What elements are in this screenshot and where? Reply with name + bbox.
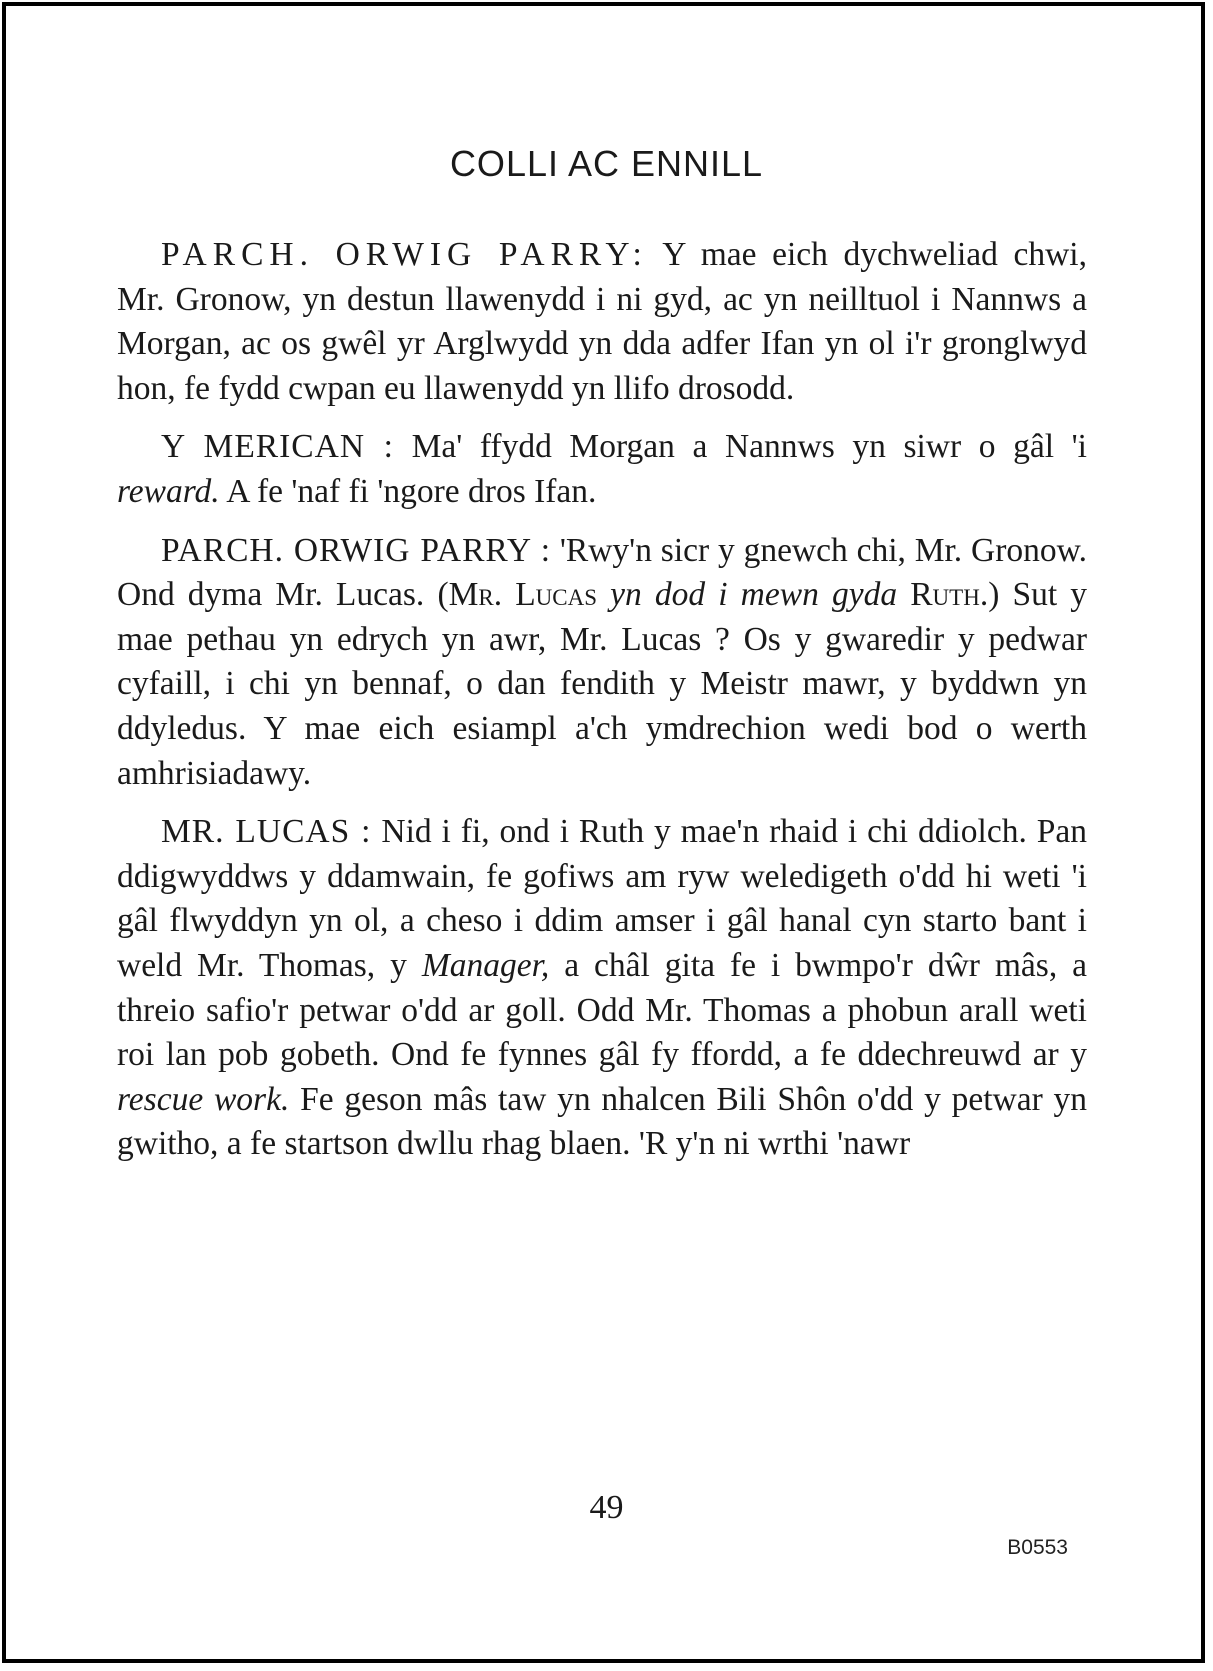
italic-term: Manager, <box>421 946 550 984</box>
dialogue-text: A fe 'naf fi 'ngore dros Ifan. <box>226 472 597 510</box>
paragraph-merican <box>117 425 1087 514</box>
catalog-code: B0553 <box>1007 1536 1068 1559</box>
dialogue-text: a châl gita fe i bwmpo'r dŵr mâs, a threio safio'r petwar o'dd ar goll. Odd Mr. Thomas a phobun arall weti roi lan pob gobeth. Ond fe fynnes gâl fy ffordd, a fe ddechreuwd ar y <box>117 946 1088 1074</box>
page-number: 49 <box>589 1489 624 1526</box>
speaker-name: Y MERICAN : <box>161 428 394 466</box>
dialogue-text: Nid i fi, ond i Ruth y mae'n rhaid i chi ddiolch. Pan ddigwyddws y ddamwain, fe gofiws am ryw weledigeth o'dd hi weti 'i gâl flwyddyn yn ol, a cheso i ddim amser i gâl hanal cyn starto bant i weld Mr. Thomas, y <box>117 813 1087 984</box>
body-text <box>117 233 1087 1181</box>
stage-paren-close: ) <box>988 576 1000 614</box>
dialogue-text: Ma' ffydd Morgan a Nannws yn siwr o gâl 'i <box>411 428 1087 466</box>
paragraph-mr-lucas <box>117 810 1087 1167</box>
dialogue-text: Y mae eich dychweliad chwi, Mr. Gronow, yn destun llawenydd i ni gyd, ac yn neilltuol i Nannws a Morgan, ac os gwêl yr Arglwydd yn dda adfer Ifan yn ol i'r gronglwyd hon, fe fydd cwpan eu llawenydd yn llifo drosodd. <box>117 236 1087 407</box>
stage-character-name: Ruth. <box>910 576 989 614</box>
running-title: COLLI AC ENNILL <box>449 143 764 184</box>
italic-term: rescue work. <box>117 1080 290 1118</box>
italic-term: reward. <box>117 472 220 510</box>
stage-direction-text: yn dod i mewn gyda <box>610 576 898 614</box>
stage-paren-open: ( <box>437 576 449 614</box>
speaker-name: MR. LUCAS : <box>161 813 372 851</box>
dialogue-text: Sut y mae pethau yn edrych yn awr, Mr. Lucas ? Os y gwaredir y pedwar cyfaill, i chi yn bennaf, o dan fendith y Meistr mawr, y byddwn yn ddyledus. Y mae eich esiampl a'ch ymdrechion wedi bod o werth amhrisiadawy. <box>117 576 1088 792</box>
stage-character-name: Mr. Lucas <box>448 576 598 614</box>
dialogue-text: 'Rwy'n sicr y gnewch chi, Mr. Gronow. Ond dyma Mr. Lucas. <box>117 531 1088 614</box>
dialogue-text: Fe geson mâs taw yn nhalcen Bili Shôn o'dd y petwar yn gwitho, a fe startson dwllu rhag blaen. 'R y'n ni wrthi 'nawr <box>117 1080 1087 1163</box>
paragraph-orwig-parry-1 <box>117 233 1087 411</box>
stage-direction <box>437 576 999 613</box>
paragraph-orwig-parry-2 <box>117 529 1087 797</box>
speaker-name: PARCH. ORWIG PARRY: <box>161 236 648 273</box>
speaker-name: PARCH. ORWIG PARRY : <box>161 531 551 569</box>
